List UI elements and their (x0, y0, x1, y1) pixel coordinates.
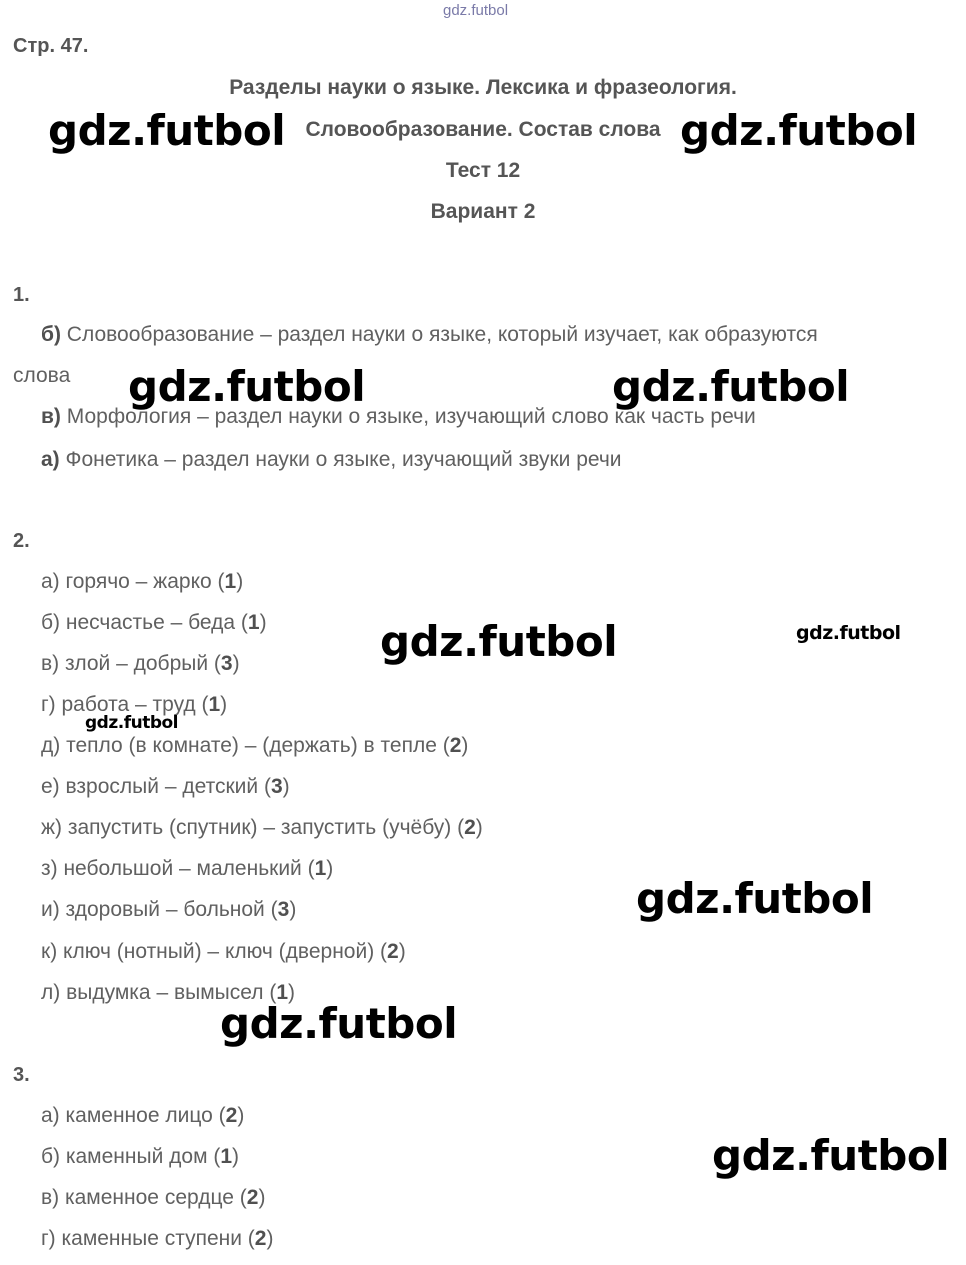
page-label: Стр. 47. (13, 35, 89, 57)
q1-answer-a (41, 448, 622, 472)
question-1-number: 1. (13, 284, 30, 306)
watermark: gdz.futbol (48, 106, 286, 155)
watermark: gdz.futbol (636, 874, 874, 923)
q1-text-a: Фонетика – раздел науки о языке, изучающий звуки речи (59, 448, 622, 471)
heading-word-formation: Словообразование. Состав слова (305, 118, 661, 141)
q2-item: ж) запустить (спутник) – запустить (учёбу) (2) (41, 816, 483, 839)
watermark: gdz.futbol (796, 622, 901, 644)
q2-item: г) работа – труд (1) (41, 693, 228, 716)
heading-test: Тест 12 (445, 159, 521, 182)
q2-item: д) тепло (в комнате) – (держать) в тепле (2) (41, 734, 469, 757)
q1-answer-b-cont: слова (13, 364, 71, 387)
q2-item: е) взрослый – детский (3) (41, 775, 290, 798)
q2-item: в) злой – добрый (3) (41, 652, 240, 675)
q2-item: к) ключ (нотный) – ключ (дверной) (2) (41, 940, 406, 963)
q1-letter-b: б) (41, 323, 61, 346)
q2-item: л) выдумка – вымысел (1) (41, 981, 295, 1004)
question-3-number: 3. (13, 1064, 30, 1086)
q2-item: б) несчастье – беда (1) (41, 611, 267, 634)
q2-item: з) небольшой – маленький (1) (41, 857, 334, 880)
q1-text-b: Словообразование – раздел науки о языке, который изучает, как образуются (60, 323, 818, 346)
watermark: gdz.futbol (128, 362, 366, 411)
watermark: gdz.futbol (85, 713, 178, 733)
q3-item: б) каменный дом (1) (41, 1145, 240, 1168)
watermark-top: gdz.futbol (443, 2, 509, 19)
watermark: gdz.futbol (380, 617, 618, 666)
watermark: gdz.futbol (680, 106, 918, 155)
q1-letter-a: а) (41, 448, 60, 471)
watermark: gdz.futbol (612, 362, 850, 411)
watermark: gdz.futbol (220, 999, 458, 1048)
watermark: gdz.futbol (712, 1131, 950, 1180)
q3-item: а) каменное лицо (2) (41, 1104, 245, 1127)
q3-item: г) каменные ступени (2) (41, 1227, 274, 1250)
heading-variant: Вариант 2 (430, 200, 536, 223)
q1-text-v: Морфология – раздел науки о языке, изучающий слово как часть речи (60, 405, 756, 428)
question-2-number: 2. (13, 530, 30, 552)
q2-item: и) здоровый – больной (3) (41, 898, 297, 921)
q1-answer-b (41, 323, 818, 347)
heading-sections: Разделы науки о языке. Лексика и фразеология. (229, 76, 737, 99)
q2-item: а) горячо – жарко (1) (41, 570, 244, 593)
q3-item: в) каменное сердце (2) (41, 1186, 266, 1209)
q1-letter-v: в) (41, 405, 61, 428)
